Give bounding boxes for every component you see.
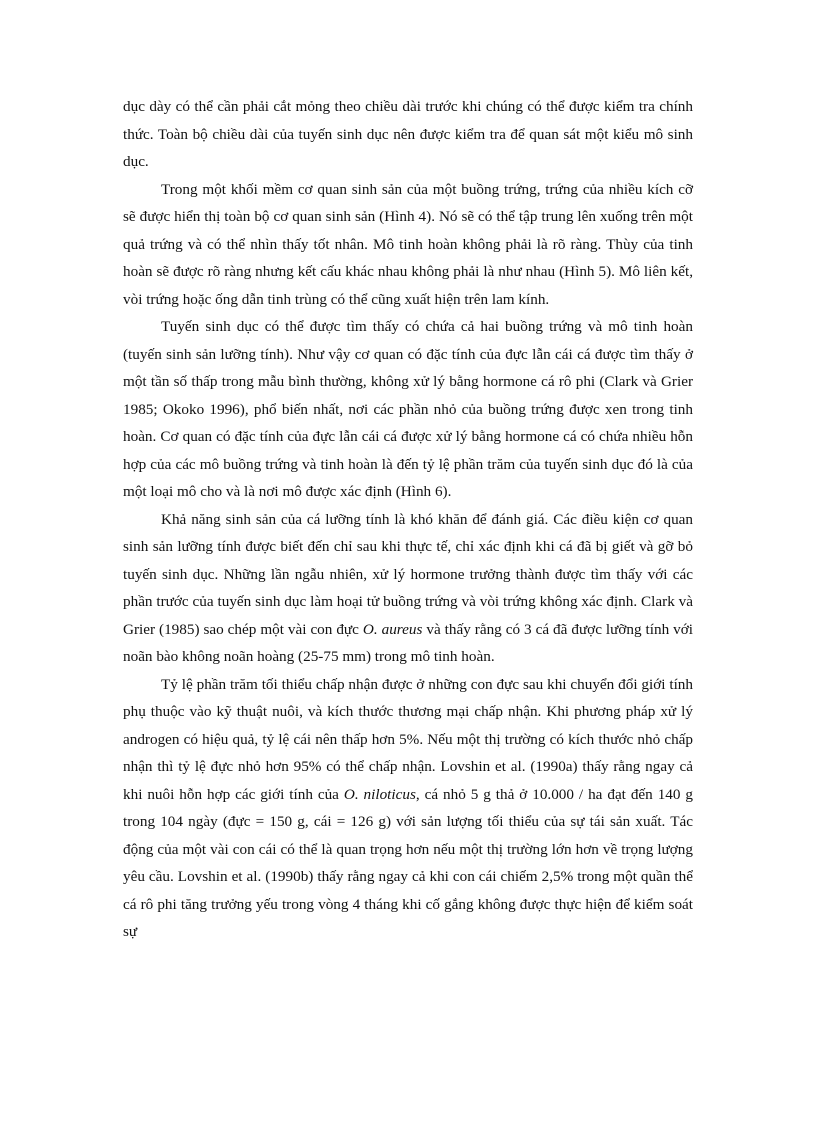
- text-run: dục dày có thể cần phải cắt mỏng theo chiều dài trước khi chúng có thể được kiểm tra chính thức. Toàn bộ chiều dài của tuyến sinh dục nên được kiểm tra để quan sát một kiểu mô sinh dục.: [123, 98, 693, 170]
- paragraph-fertility: [123, 506, 693, 671]
- paragraph-minimum-percentage: [123, 671, 693, 946]
- paragraph-hermaphrodite-gonads: [123, 313, 693, 506]
- text-run: Khả năng sinh sản của cá lưỡng tính là khó khăn để đánh giá. Các điều kiện cơ quan sinh sản lưỡng tính được biết đến chỉ sau khi thực tế, chỉ xác định khi cá đã bị giết và gỡ bỏ tuyến sinh dục. Những lần ngẫu nhiên, xử lý hormone trưởng thành được tìm thấy với các phần trước của tuyến sinh dục làm hoại tử buồng trứng và vòi trứng không xác định. Clark và Grier (1985) sao chép một vài con đực: [123, 510, 693, 638]
- text-run: và thấy rằng có 3 cá đã được lưỡng tính với noãn bào không noãn hoàng (25-75 mm) trong mô tinh hoàn.: [123, 620, 693, 665]
- document-page: [123, 93, 693, 946]
- text-run: Trong một khối mềm cơ quan sinh sản của một buồng trứng, trứng của nhiều kích cỡ sẽ được hiển thị toàn bộ cơ quan sinh sản (Hình 4). Nó sẽ có thể tập trung lên xuống trên một quả trứng và có thể nhìn thấy tốt nhân. Mô tinh hoàn không phải là rõ ràng. Thùy của tinh hoàn sẽ được rõ ràng nhưng kết cấu khác nhau không phải là như nhau (Hình 5). Mô liên kết, vòi trứng hoặc ống dẫn tinh trùng có thể cũng xuất hiện trên lam kính.: [123, 180, 693, 308]
- species-name: O. aureus: [362, 620, 423, 638]
- paragraph-continued: [123, 93, 693, 176]
- text-run: , cá nhỏ 5 g thả ở 10.000 / ha đạt đến 140 g trong 104 ngày (đực = 150 g, cái = 126 g) với sản lượng tối thiểu của sự tái sản xuất. Tác động của một vài con cái có thể là quan trọng hơn nếu một thị trường lớn hơn về trọng lượng yêu cầu. Lovshin et al. (1990b) thấy rằng ngay cả khi con cái chiếm 2,5% trong một quần thể cá rô phi tăng trưởng yếu trong vòng 4 tháng khi cố gắng không được thực hiện để kiểm soát sự: [123, 785, 693, 940]
- species-name: O. niloticus: [343, 785, 416, 803]
- text-run: Tuyến sinh dục có thể được tìm thấy có chứa cả hai buồng trứng và mô tinh hoàn (tuyến sinh sản lưỡng tính). Như vậy cơ quan có đặc tính của đực lẫn cái cá được tìm thấy ở một tần số thấp trong mẫu bình thường, không xử lý bằng hormone cá rô phi (Clark và Grier 1985; Okoko 1996), phổ biến nhất, nơi các phần nhỏ của buồng trứng được xen trong tinh hoàn. Cơ quan có đặc tính của đực lẫn cái cá được xử lý bằng hormone cá có chứa nhiều hỗn hợp của các mô buồng trứng và tinh hoàn là đến tỷ lệ phần trăm của tuyến sinh dục đó là của một loại mô cho và là nơi mô được xác định (Hình 6).: [123, 318, 693, 500]
- paragraph-ovary-tissue: [123, 176, 693, 314]
- text-run: Tỷ lệ phần trăm tối thiểu chấp nhận được ở những con đực sau khi chuyển đổi giới tính phụ thuộc vào kỹ thuật nuôi, và kích thước thương mại chấp nhận. Khi phương pháp xử lý androgen có hiệu quả, tỷ lệ cái nên thấp hơn 5%. Nếu một thị trường có kích thước nhỏ chấp nhận thì tỷ lệ đực nhỏ hơn 95% có thể chấp nhận. Lovshin et al. (1990a) thấy rằng ngay cả khi nuôi hỗn hợp các giới tính của: [123, 675, 693, 803]
